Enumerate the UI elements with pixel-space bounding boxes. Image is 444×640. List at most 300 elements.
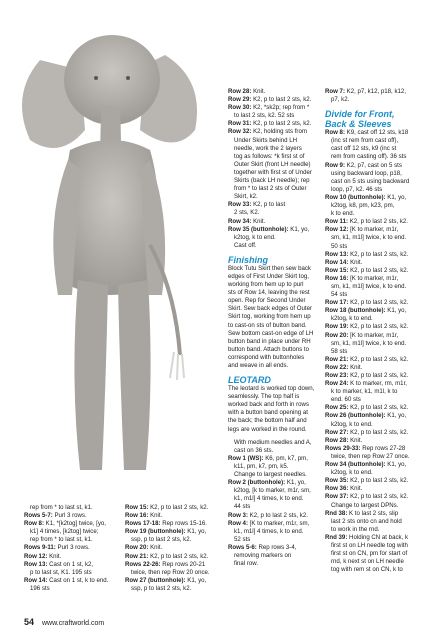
row-label: Row 8: (325, 129, 345, 137)
row-text: Knit. (251, 217, 266, 225)
pattern-line (228, 242, 320, 250)
row-label: Row 9: (325, 161, 345, 169)
paragraph-line: worked back and forth in rows (228, 401, 309, 409)
row-label: Row 14: (24, 576, 48, 584)
row-text: final row. (234, 560, 259, 568)
row-text: Under Skirts behind LH (234, 136, 297, 144)
row-label: Row 8: (24, 520, 44, 528)
pattern-line (228, 169, 320, 177)
row-label: Row 14: (325, 258, 349, 266)
column-2 (125, 504, 221, 593)
pattern-line (125, 569, 221, 577)
column-4 (325, 88, 425, 574)
row-text: k2tog, k to end. (331, 420, 373, 428)
paragraph-line: The leotard is worked top down, (228, 385, 315, 393)
pattern-line (228, 201, 320, 209)
pattern-line (325, 340, 425, 348)
pattern-line (228, 503, 320, 511)
finishing-heading: Finishing (228, 254, 268, 265)
row-text: 52 sts (234, 535, 251, 543)
row-text: Knit. (148, 512, 163, 520)
row-label: Row 27: (325, 428, 349, 436)
paragraph-line: sts of Row 14, leaving the rest (228, 289, 310, 297)
row-text: Knit. (148, 544, 163, 552)
row-text: K2, p to last 2 sts, k2. (348, 266, 409, 274)
row-label: Row 13: (325, 250, 349, 258)
row-text: Knit. (47, 552, 62, 560)
row-text: first st on LH needle tog with (331, 541, 408, 549)
row-text: K2, p to last 2 sts, k2. (251, 120, 312, 128)
row-label: Row 25: (325, 404, 349, 412)
row-text: end. 60 sts (331, 396, 361, 404)
pattern-line (228, 185, 320, 193)
row-text: Change to largest needles. (234, 471, 307, 479)
row-text: [K to marker, m1r, (348, 331, 399, 339)
pattern-line (325, 283, 425, 291)
row-text: 44 sts (234, 503, 251, 511)
row-label: Rnd 38: (325, 509, 348, 517)
row-text: Rep rows 3-4, (256, 543, 297, 551)
knitted-elephant-photo (0, 0, 212, 500)
column-3 (228, 88, 320, 568)
row-label: Rows 5-6: (228, 543, 257, 551)
row-text: K2, p to last 2 sts, k2. (348, 404, 409, 412)
row-text: to work in the rnd. (331, 525, 380, 533)
pattern-line (125, 504, 221, 512)
row-text: tog as follows: *k first st of (234, 152, 305, 160)
row-text: Purl 3 rows. (52, 512, 87, 520)
pattern-line (325, 518, 425, 526)
row-text: K2, p7, cast on 5 sts (344, 161, 402, 169)
row-text: k1, m1l] 4 times, k to end. (234, 527, 304, 535)
row-text: Cast off. (234, 241, 257, 249)
row-text: K1, *[k2tog] twice, [yo, (43, 520, 106, 528)
paragraph-line: and weave in all ends. (228, 362, 289, 369)
row-text: K2, p to last 2 sts, k2. (348, 428, 409, 436)
pattern-line (125, 512, 221, 520)
pattern-line (125, 561, 221, 569)
pattern-line (125, 536, 221, 544)
pattern-line (228, 226, 320, 234)
pattern-line (325, 145, 425, 153)
pattern-line (325, 299, 425, 307)
row-label: Row 30: (228, 104, 252, 112)
pattern-line (325, 259, 425, 267)
pattern-line (325, 461, 425, 469)
pattern-line (325, 348, 425, 356)
row-text: K to last 2 sts, slip (347, 509, 399, 517)
pattern-line (325, 542, 425, 550)
row-text: K1, yo, (385, 307, 407, 315)
pattern-line (325, 364, 425, 372)
divide-heading (325, 109, 425, 129)
paragraph-line: Sew bottom cast-on edge of LH (228, 329, 314, 337)
row-text: K9, cast off 12 sts, k18 (344, 129, 409, 137)
row-text: to last 2 sts, k2. 52 sts (234, 112, 295, 120)
pattern-line (325, 315, 425, 323)
pattern-line (125, 544, 221, 552)
pattern-line (325, 469, 425, 477)
pattern-line (325, 251, 425, 259)
row-text: Rep rows 15-16. (160, 520, 207, 528)
paragraph-line: with a button band opening at (228, 409, 308, 417)
row-label: Row 16: (325, 274, 349, 282)
row-text: Knit. (348, 258, 363, 266)
pattern-line (228, 209, 320, 217)
pattern-line (228, 104, 320, 112)
pattern-line (325, 323, 425, 331)
row-text: twice, then rep Row 27 once. (331, 452, 410, 460)
row-text: 196 sts (30, 584, 50, 592)
row-label: Row 27 (buttonhole): (125, 576, 186, 584)
paragraph-line: to cast-on sts of button band. (228, 321, 307, 329)
row-text: Knit. (251, 88, 266, 95)
pattern-line (125, 520, 221, 528)
row-text: rnd, k next st on LH needle (331, 558, 404, 566)
row-label: Row 26 (buttonhole): (325, 412, 386, 420)
pattern-line (228, 471, 320, 479)
row-text: Holding CN at back, k (347, 533, 408, 541)
divide-heading-line-1: Divide for Front, (325, 109, 395, 120)
pattern-line (125, 528, 221, 536)
row-text: removing markers on (234, 551, 292, 559)
paragraph-line: Block Tutu Skirt then sew back (228, 264, 311, 272)
pattern-line (228, 88, 320, 96)
pattern-line (325, 566, 425, 574)
pattern-line (24, 528, 120, 536)
row-text: from * to last 2 sts of Outer (234, 185, 307, 193)
row-text: K2, p to last 2 sts, k2. (148, 552, 209, 560)
row-text: Rep rows 27-28 (360, 444, 406, 452)
row-label: Row 21: (125, 552, 149, 560)
pattern-line (228, 495, 320, 503)
row-text: K2, p to last 2 sts, k2. (348, 250, 409, 258)
pattern-line (228, 439, 320, 447)
row-text: k to end. (331, 210, 355, 218)
pattern-line (228, 120, 320, 128)
divide-heading-line-2: Back & Sleeves (325, 119, 392, 130)
pattern-line (228, 479, 320, 487)
pattern-line (24, 544, 120, 552)
paragraph-line: legs are worked in the round. (228, 425, 307, 433)
row-text: k to marker, k1, m1l, k to (331, 388, 398, 396)
row-text: K2, p to last 2 sts, k2. (348, 218, 408, 226)
pattern-line (325, 550, 425, 558)
pattern-line (228, 96, 320, 104)
row-label: Row 35 (buttonhole): (228, 225, 289, 233)
paragraph-line: Skirt. Sew back edges of Outer (228, 305, 312, 313)
pattern-line (325, 307, 425, 315)
pattern-line (125, 585, 221, 593)
pattern-line (24, 520, 120, 528)
row-label: Row 4: (228, 519, 248, 527)
row-label: Row 35: (325, 477, 349, 485)
row-text: K2, p to last 2 sts, k2. (348, 372, 409, 379)
row-label: Row 33: (228, 201, 252, 209)
row-text: cast on 5 sts using backward (331, 177, 410, 185)
pattern-line (228, 447, 320, 455)
row-label: Row 16: (125, 512, 149, 520)
row-label: Row 31: (228, 120, 252, 128)
pattern-line (325, 404, 425, 412)
row-text: ssp, p to last 2 sts, k2. (131, 536, 192, 544)
row-label: Row 12: (24, 552, 48, 560)
row-text: k2tog, k8, pm, k23, pm, (331, 202, 395, 210)
pattern-line (325, 153, 425, 161)
row-label: Row 12: (325, 226, 349, 234)
row-text: K2, p to last 2 sts, k2. (251, 96, 312, 104)
row-text: Skirts (back LH needle); rep (234, 177, 310, 185)
row-text: [K to marker, m1r, (348, 226, 399, 234)
pattern-line (228, 128, 320, 136)
row-text: K2, p to last 2 sts, k2. (348, 299, 409, 307)
row-label: Row 13: (24, 560, 48, 568)
row-label: Row 37: (325, 493, 349, 501)
row-text: Cast on 1 st, k2, (47, 560, 94, 568)
row-label: Row 2 (buttonhole): (228, 479, 286, 487)
pattern-line (325, 429, 425, 437)
pattern-line (228, 161, 320, 169)
row-text: loop, p7, k2. 46 sts (331, 185, 383, 193)
row-text: K1, yo, (385, 461, 407, 469)
row-text: rep from * to last st, k1. (30, 504, 93, 511)
pattern-line (325, 129, 425, 137)
row-text: first st on CN, pm for start of (331, 550, 408, 558)
row-label: Row 18 (buttonhole): (325, 307, 386, 315)
pattern-line (325, 88, 425, 96)
row-text: cast on 36 sts. (234, 446, 274, 454)
pattern-line (24, 561, 120, 569)
row-text: p to last st, K1. 195 sts (30, 568, 92, 576)
row-label: Rows 17-18: (125, 520, 161, 528)
pattern-line (24, 536, 120, 544)
row-label: Row 23: (325, 372, 349, 379)
row-label: Row 34: (228, 217, 252, 225)
pattern-line (325, 493, 425, 501)
row-label: Row 15: (125, 504, 149, 511)
row-text: K to marker, rm, m1r, (348, 380, 407, 388)
paragraph-line: working from hem up to purl (228, 281, 304, 289)
pattern-line (228, 463, 320, 471)
pattern-line (325, 421, 425, 429)
row-text: ssp, p to last 2 sts, k2. (131, 584, 192, 592)
pattern-line (325, 332, 425, 340)
paragraph-line: seamlessly. The top half is (228, 393, 300, 401)
row-label: Row 15: (325, 266, 349, 274)
pattern-line (228, 528, 320, 536)
row-text: k2tog, k to end. (234, 233, 276, 241)
pattern-line (228, 218, 320, 226)
row-text: p7, k2. (331, 96, 350, 104)
pattern-line (325, 437, 425, 445)
row-text: K2, p to last 2 sts, k2. (348, 493, 409, 501)
row-label: Row 19: (325, 323, 349, 331)
row-text: K1, yo, (385, 193, 407, 201)
row-text: [K to marker, m1r, (348, 274, 399, 282)
pattern-line (228, 552, 320, 560)
paragraph-line: edges of First Under Skirt tog, (228, 272, 309, 280)
row-text: sm, k1, m1l] twice, k to end. (331, 282, 407, 290)
pattern-line (325, 445, 425, 453)
column-1 (24, 504, 120, 593)
pattern-line (325, 291, 425, 299)
row-text: Knit. (348, 485, 363, 493)
pattern-line (325, 226, 425, 234)
row-text: K2, p to last 2 sts, k2. (247, 511, 308, 519)
row-text: 58 sts (331, 347, 348, 355)
row-text: K2, p to last 2 sts, k2. (348, 323, 409, 331)
row-text: 54 sts (331, 291, 348, 299)
pattern-line (325, 210, 425, 218)
pattern-line (325, 388, 425, 396)
website-link[interactable]: www.craftworld.com (41, 620, 105, 627)
pattern-line (228, 112, 320, 120)
pattern-line (228, 177, 320, 185)
pattern-line (325, 502, 425, 510)
pattern-line (325, 510, 425, 518)
row-text: Purl 3 rows. (55, 544, 90, 552)
row-text: sm, k1, m1l] twice, k to end. (331, 234, 407, 242)
pattern-line (325, 162, 425, 170)
pattern-line (24, 569, 120, 577)
pattern-line (325, 485, 425, 493)
row-text: K2, p to last 2 sts, k2. (348, 355, 409, 363)
row-text: using backward loop, p18, (331, 169, 402, 177)
row-text: rem from casting off). 36 sts (331, 153, 407, 161)
row-text: Skirt, k2. (234, 193, 258, 201)
pattern-line (24, 512, 120, 520)
pattern-line (325, 453, 425, 461)
row-text: k1] 4 times, [k2tog] twice; (30, 528, 99, 536)
pattern-line (228, 455, 320, 463)
row-text: Knit. (348, 436, 363, 444)
pattern-line (24, 577, 120, 585)
row-text: 2 sts, K2. (234, 209, 260, 217)
row-label: Row 20: (325, 331, 349, 339)
pattern-line (325, 202, 425, 210)
paragraph-line: the back; the bottom half and (228, 417, 307, 425)
row-text: K1, yo, (185, 528, 207, 536)
row-text: cast off 12 sts, k9 (inc st (331, 145, 397, 153)
row-label: Row 7: (325, 88, 345, 95)
row-label: Row 1 (WS): (228, 454, 264, 462)
row-text: needle, work the 2 layers (234, 144, 302, 152)
page-number: 54 (24, 617, 35, 627)
pattern-line (325, 372, 425, 380)
row-text: k2tog, k to end. (331, 469, 373, 477)
pattern-line (325, 534, 425, 542)
row-label: Row 32: (228, 128, 252, 136)
row-text: tog with rem st on CN, k to (331, 566, 403, 574)
paragraph-line: Skirt tog, working from hem up (228, 313, 311, 321)
row-text: Change to largest DPNs. (331, 501, 399, 509)
row-label: Row 19 (buttonhole): (125, 528, 186, 536)
leotard-heading: LEOTARD (228, 375, 271, 386)
row-text: rep from * to last st, k1. (30, 536, 93, 544)
row-label: Row 34 (buttonhole): (325, 461, 386, 469)
pattern-line (24, 553, 120, 561)
pattern-line (325, 558, 425, 566)
row-label: Row 21: (325, 355, 349, 363)
pattern-line (228, 512, 320, 520)
pattern-line (228, 536, 320, 544)
row-text: [K to marker, m1r, sm, (247, 519, 310, 527)
row-text: K2, p7, k12, p18, k12, (344, 88, 406, 95)
pattern-line (125, 553, 221, 561)
pattern-line (228, 137, 320, 145)
row-label: Rows 9-11: (24, 544, 56, 552)
pattern-line (325, 194, 425, 202)
row-text: k1, m1l] 4 times, k to end. (234, 495, 304, 503)
pattern-line (228, 560, 320, 568)
pattern-line (325, 234, 425, 242)
row-text: K2, *sk2p; rep from * (251, 104, 310, 112)
row-label: Rows 5-7: (24, 512, 53, 520)
pattern-line (228, 234, 320, 242)
pattern-line (24, 504, 120, 512)
paragraph-line: button band. Attach buttons to (228, 345, 309, 353)
row-label: Rows 29-33: (325, 444, 361, 452)
row-label: Rows 22-26: (125, 560, 161, 568)
pattern-line (228, 487, 320, 495)
pattern-line (325, 526, 425, 534)
row-label: Row 29: (228, 96, 252, 104)
row-text: K1, yo, (288, 225, 310, 233)
row-text: K2, p to last 2 sts, k2. (148, 504, 209, 511)
pattern-line (325, 412, 425, 420)
pattern-line (228, 544, 320, 552)
row-text: k2tog, k to end. (331, 315, 373, 323)
row-label: Rnd 39: (325, 533, 348, 541)
row-text: last 2 sts onto cn and hold (331, 517, 402, 525)
pattern-line (228, 520, 320, 528)
pattern-line (228, 153, 320, 161)
pattern-line (325, 178, 425, 186)
row-label: Row 28: (325, 436, 349, 444)
row-label: Row 17: (325, 299, 349, 307)
pattern-line (325, 170, 425, 178)
pattern-line (325, 267, 425, 275)
row-text: K2, p to last 2 sts, k2. (348, 477, 409, 485)
row-text: Rep rows 20-21 (160, 560, 206, 568)
pattern-line (228, 193, 320, 201)
row-text: 50 sts (331, 242, 348, 250)
pattern-line (325, 477, 425, 485)
row-label: Row 22: (325, 363, 349, 371)
page-footer (24, 617, 104, 627)
row-label: Row 36: (325, 485, 349, 493)
row-text: K1, yo, (185, 576, 207, 584)
row-text: K2, p to last (251, 201, 286, 209)
row-text: K1, yo, (385, 412, 407, 420)
pattern-line (325, 396, 425, 404)
pattern-line (325, 380, 425, 388)
row-text: k11, pm, k7, pm, k5. (234, 462, 289, 470)
pattern-line (325, 186, 425, 194)
row-text: (inc st rem from cast off), (331, 137, 399, 145)
row-text: K2, holding sts from (251, 128, 307, 136)
pattern-line (228, 145, 320, 153)
pattern-line (325, 218, 425, 226)
row-text: k2tog, [k to marker, m1r, sm, (234, 487, 311, 495)
paragraph-line: correspond with buttonholes (228, 353, 305, 361)
pattern-line (325, 356, 425, 364)
row-label: Row 24: (325, 380, 349, 388)
row-label: Row 11: (325, 218, 349, 226)
paragraph-line: button band in place under RH (228, 337, 311, 345)
pattern-line (125, 577, 221, 585)
pattern-line (325, 137, 425, 145)
